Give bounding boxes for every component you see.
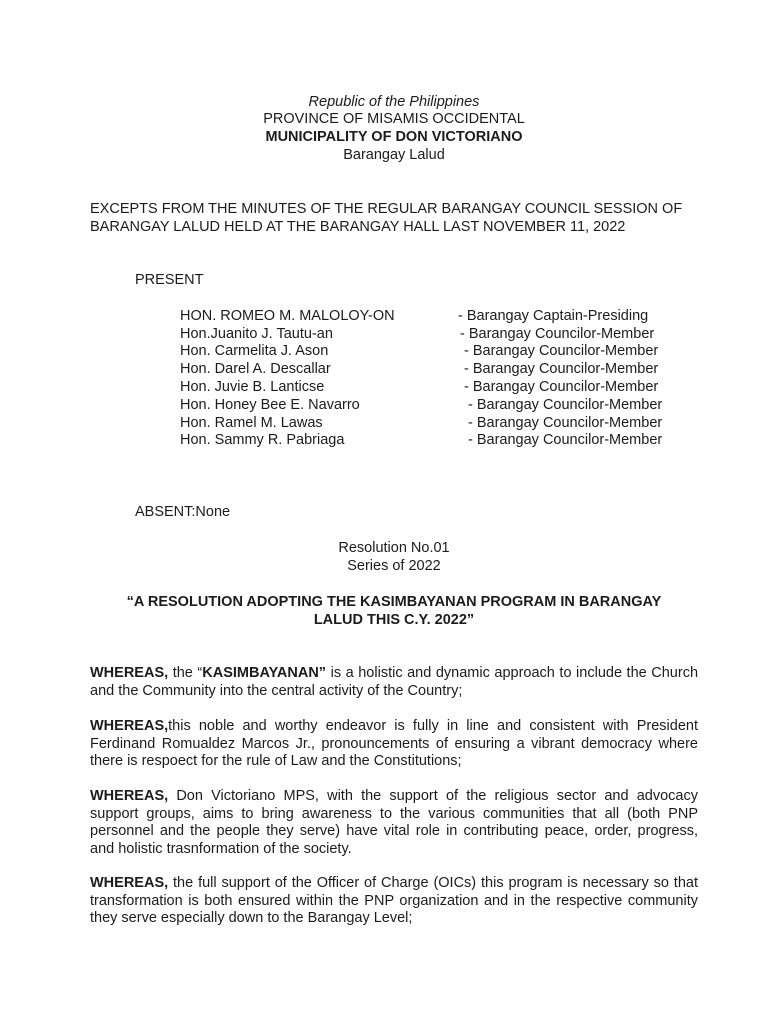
whereas-lead: WHEREAS, bbox=[90, 788, 169, 804]
member-position: - Barangay Councilor-Member bbox=[464, 343, 659, 359]
member-position: - Barangay Councilor-Member bbox=[464, 361, 659, 377]
member-name: Hon. Honey Bee E. Navarro bbox=[180, 397, 360, 413]
province-line: PROVINCE OF MISAMIS OCCIDENTAL bbox=[263, 111, 525, 127]
member-name: Hon.Juanito J. Tautu-an bbox=[180, 326, 333, 342]
whereas-lead: WHEREAS, bbox=[90, 665, 169, 681]
member-position: - Barangay Councilor-Member bbox=[464, 379, 659, 395]
whereas-lead: WHEREAS, bbox=[90, 718, 169, 734]
whereas-text: Don Victoriano MPS, with the support of the religious sector and advocacy support groups, aims to bring awareness to the various communities that all (both PNP personnel and the people they serve) have vital role in contributing peace, order, progress, and holistic trasnformation of the society. bbox=[90, 788, 698, 857]
barangay-line: Barangay Lalud bbox=[343, 147, 445, 163]
member-name: Hon. Sammy R. Pabriaga bbox=[180, 432, 345, 448]
whereas-clause bbox=[90, 665, 698, 700]
member-row bbox=[180, 326, 700, 344]
member-row bbox=[180, 379, 700, 397]
resolution-title-line1: “A RESOLUTION ADOPTING THE KASIMBAYANAN PROGRAM IN BARANGAY bbox=[126, 594, 662, 610]
resolution-title-line2: LALUD THIS C.Y. 2022” bbox=[313, 612, 475, 628]
minutes-excerpt-heading: EXCEPTS FROM THE MINUTES OF THE REGULAR BARANGAY COUNCIL SESSION OF BARANGAY LALUD HELD AT THE BARANGAY HALL LAST NOVEMBER 11, 2022 bbox=[90, 201, 683, 235]
whereas-text: the “ bbox=[168, 665, 203, 681]
member-row bbox=[180, 415, 700, 433]
whereas-clause bbox=[90, 718, 698, 771]
municipality-line: MUNICIPALITY OF DON VICTORIANO bbox=[265, 129, 523, 145]
member-row bbox=[180, 343, 700, 361]
absent-line: ABSENT:None bbox=[135, 504, 231, 520]
member-row bbox=[180, 432, 700, 450]
whereas-clause bbox=[90, 875, 698, 928]
whereas-text: the full support of the Officer of Charge (OICs) this program is necessary so that transformation is both ensured within the PNP organization and in the respective community they serve especially down to the Barangay Level; bbox=[90, 875, 698, 926]
member-row bbox=[180, 308, 700, 326]
whereas-clause bbox=[90, 788, 698, 858]
whereas-text: this noble and worthy endeavor is fully in line and consistent with President Ferdinand Romualdez Marcos Jr., pronouncements of ensuring a vibrant democracy where there is respoect for the rule of Law and the Constitutions; bbox=[90, 718, 698, 769]
resolution-series: Series of 2022 bbox=[347, 558, 441, 574]
member-position: - Barangay Captain-Presiding bbox=[458, 308, 649, 324]
member-position: - Barangay Councilor-Member bbox=[468, 432, 663, 448]
member-name: HON. ROMEO M. MALOLOY-ON bbox=[180, 308, 395, 324]
member-row bbox=[180, 397, 700, 415]
republic-line: Republic of the Philippines bbox=[308, 94, 480, 110]
whereas-lead: WHEREAS, bbox=[90, 875, 169, 891]
member-name: Hon. Darel A. Descallar bbox=[180, 361, 331, 377]
member-name: Hon. Carmelita J. Ason bbox=[180, 343, 329, 359]
present-label: PRESENT bbox=[135, 272, 204, 288]
resolution-number: Resolution No.01 bbox=[338, 540, 450, 556]
member-name: Hon. Ramel M. Lawas bbox=[180, 415, 323, 431]
member-position: - Barangay Councilor-Member bbox=[460, 326, 655, 342]
kasimbayanan-term: KASIMBAYANAN” bbox=[202, 665, 327, 681]
member-position: - Barangay Councilor-Member bbox=[468, 397, 663, 413]
whereas-text-cont: is a holistic and dynamic approach to include the Church and the Community into the central activity of the Country; bbox=[90, 665, 699, 699]
member-name: Hon. Juvie B. Lanticse bbox=[180, 379, 325, 395]
member-position: - Barangay Councilor-Member bbox=[468, 415, 663, 431]
member-row bbox=[180, 361, 700, 379]
